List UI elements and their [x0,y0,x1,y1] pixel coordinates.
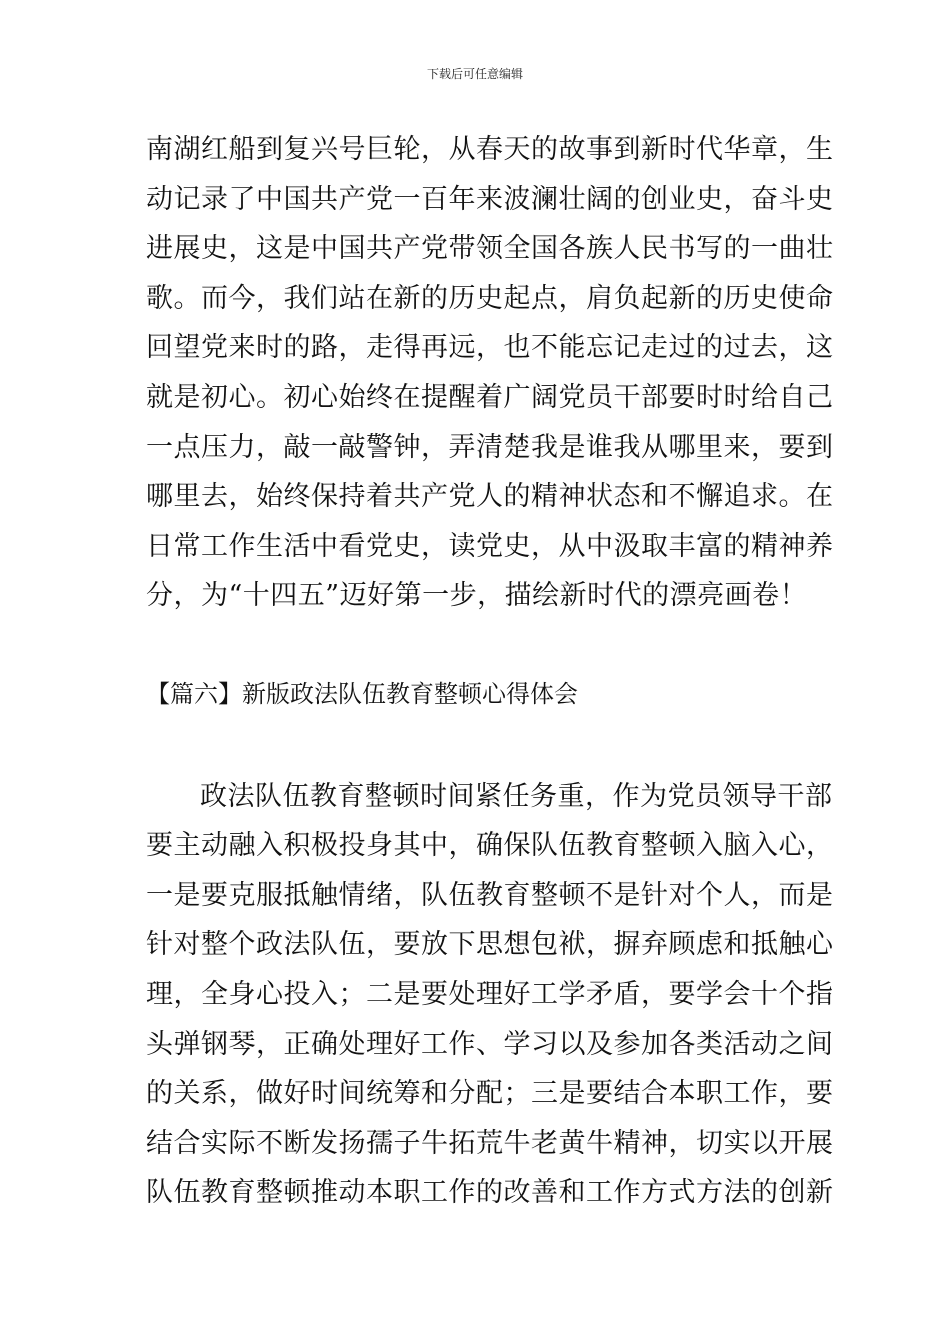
paragraph-2-line: 政法队伍教育整顿时间紧任务重，作为党员领导干部 [200,781,833,812]
paragraph-1-line: 一点压力，敲一敲警钟，弄清楚我是谁我从哪里来，要到 [146,432,834,463]
paragraph-2-line: 针对整个政法队伍，要放下思想包袱，摒弃顾虑和抵触心 [146,929,834,960]
paragraph-2-line: 理，全身心投入；二是要处理好工学矛盾，要学会十个指 [146,979,834,1010]
paragraph-1-line: 回望党来时的路，走得再远，也不能忘记走过的过去，这 [146,332,834,363]
paragraph-1-line: 日常工作生活中看党史，读党史，从中汲取丰富的精神养 [146,531,834,562]
paragraph-1-line: 哪里去，始终保持着共产党人的精神状态和不懈追求。在 [146,481,834,512]
paragraph-1-line: 南湖红船到复兴号巨轮，从春天的故事到新时代华章，生 [146,134,834,165]
paragraph-2-line: 结合实际不断发扬孺子牛拓荒牛老黄牛精神，切实以开展 [146,1128,834,1159]
paragraph-1-line: 动记录了中国共产党一百年来波澜壮阔的创业史，奋斗史 [146,184,834,215]
paragraph-1-line: 歌。而今，我们站在新的历史起点，肩负起新的历史使命 [146,283,834,314]
paragraph-2-line: 头弹钢琴，正确处理好工作、学习以及参加各类活动之间 [146,1029,834,1060]
paragraph-1-line: 进展史，这是中国共产党带领全国各族人民书写的一曲壮 [146,233,834,264]
paragraph-1-line: 分，为“十四五”迈好第一步，描绘新时代的漂亮画卷！ [146,580,808,611]
paragraph-2-line: 要主动融入积极投身其中，确保队伍教育整顿入脑入心， [146,830,834,861]
section-heading: 【篇六】新版政法队伍教育整顿心得体会 [146,680,578,708]
paragraph-2-line: 的关系，做好时间统筹和分配；三是要结合本职工作，要 [146,1078,834,1109]
paragraph-2-line: 一是要克服抵触情绪，队伍教育整顿不是针对个人，而是 [146,880,834,911]
page-header-note: 下载后可任意编辑 [426,67,523,81]
paragraph-1-line: 就是初心。初心始终在提醒着广阔党员干部要时时给自己 [146,382,834,413]
paragraph-2-line: 队伍教育整顿推动本职工作的改善和工作方式方法的创新 [146,1177,834,1208]
